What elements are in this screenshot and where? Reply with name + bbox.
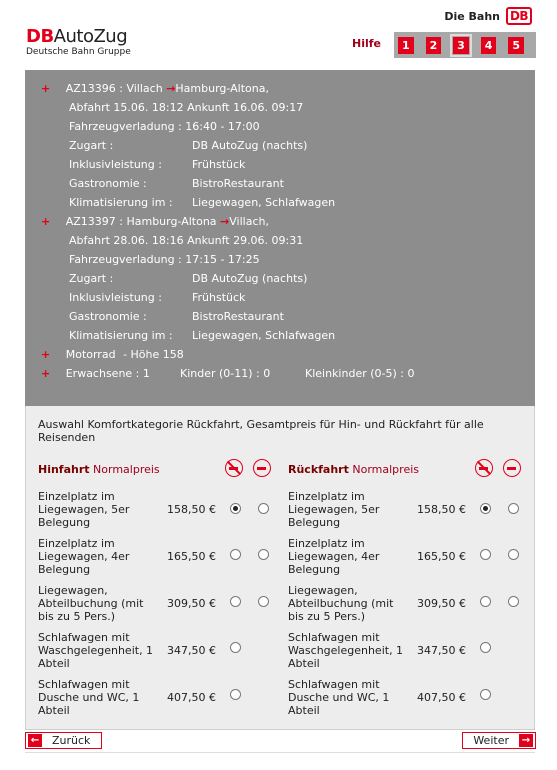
trip1-id: AZ13396 : Villach xyxy=(65,82,163,95)
return-option-price: 407,50 € xyxy=(417,691,466,704)
trip2-inklusiv-value: Frühstück xyxy=(192,291,246,304)
return-smoking-radio[interactable] xyxy=(508,596,519,607)
step-4: 4 xyxy=(481,37,497,54)
smoking-icon xyxy=(503,459,521,477)
smoking-icon xyxy=(253,459,271,477)
arrow-right-icon: → xyxy=(519,734,533,747)
trip2-times: Abfahrt 28.06. 18:16 Ankunft 29.06. 09:31 xyxy=(69,234,304,247)
return-title: Rückfahrt xyxy=(288,463,349,476)
trip2-klima-value: Liegewagen, Schlafwagen xyxy=(192,329,336,342)
trip2-zugart-value: DB AutoZug (nachts) xyxy=(192,272,308,285)
return-option-label: Liegewagen, Abteilbuchung (mit bis zu 5 Pers.) xyxy=(288,584,394,623)
trip2-dest: Villach, xyxy=(229,215,269,228)
brand-db: DB xyxy=(26,26,54,47)
autozug-logo xyxy=(26,28,131,57)
expand-plus-icon[interactable]: + xyxy=(41,367,51,380)
expand-plus-icon[interactable]: + xyxy=(41,82,51,95)
trip2-inklusiv-label: Inklusivleistung : xyxy=(69,291,162,304)
return-option-price: 165,50 € xyxy=(417,550,466,563)
outbound-nonsmoking-radio[interactable] xyxy=(230,503,241,514)
return-smoking-radio[interactable] xyxy=(508,503,519,514)
trip2-header xyxy=(41,215,269,228)
step-1: 1 xyxy=(398,37,414,54)
no-smoking-icon xyxy=(475,459,493,477)
brand-subtitle: Deutsche Bahn Gruppe xyxy=(26,47,131,57)
outbound-title: Hinfahrt xyxy=(38,463,90,476)
return-nonsmoking-radio[interactable] xyxy=(480,689,491,700)
outbound-option-price: 165,50 € xyxy=(167,550,216,563)
return-nonsmoking-radio[interactable] xyxy=(480,549,491,560)
trip1-loading: Fahrzeugverladung : 16:40 - 17:00 xyxy=(69,120,260,133)
step-indicator xyxy=(394,32,536,58)
no-smoking-icon xyxy=(225,459,243,477)
motorrad-label: Motorrad xyxy=(65,348,116,361)
return-option-price: 347,50 € xyxy=(417,644,466,657)
motorrad-row xyxy=(41,348,184,361)
brand-autozug: AutoZug xyxy=(53,26,128,47)
return-option-price: 158,50 € xyxy=(417,503,466,516)
return-fare: Normalpreis xyxy=(352,463,419,476)
trip1-times: Abfahrt 15.06. 18:12 Ankunft 16.06. 09:17 xyxy=(69,101,304,114)
step-3-active: 3 xyxy=(453,37,469,54)
outbound-option-price: 407,50 € xyxy=(167,691,216,704)
back-label: Zurück xyxy=(52,734,91,747)
trip1-inklusiv-label: Inklusivleistung : xyxy=(69,158,162,171)
trip1-zugart-label: Zugart : xyxy=(69,139,114,152)
trip1-gastro-label: Gastronomie : xyxy=(69,177,147,190)
outbound-option-label: Schlafwagen mit Dusche und WC, 1 Abteil xyxy=(38,678,140,717)
return-option-label: Einzelplatz im Liegewagen, 5er Belegung xyxy=(288,490,380,529)
die-bahn-link[interactable] xyxy=(444,7,532,25)
motorrad-height: - Höhe 158 xyxy=(123,348,184,361)
trip1-gastro-value: BistroRestaurant xyxy=(192,177,284,190)
footer-divider xyxy=(25,752,535,753)
outbound-option-price: 158,50 € xyxy=(167,503,216,516)
infants-count: Kleinkinder (0-5) : 0 xyxy=(305,367,415,380)
outbound-fare: Normalpreis xyxy=(93,463,160,476)
return-header xyxy=(288,463,419,476)
children-count: Kinder (0-11) : 0 xyxy=(180,367,271,380)
return-nonsmoking-radio[interactable] xyxy=(480,642,491,653)
expand-plus-icon[interactable]: + xyxy=(41,348,51,361)
outbound-option-label: Schlafwagen mit Waschgelegenheit, 1 Abteil xyxy=(38,631,154,670)
arrow-left-icon: ← xyxy=(28,734,42,747)
trip2-klima-label: Klimatisierung im : xyxy=(69,329,173,342)
trip1-inklusiv-value: Frühstück xyxy=(192,158,246,171)
arrow-right-icon: → xyxy=(166,82,176,95)
expand-plus-icon[interactable]: + xyxy=(41,215,51,228)
trip1-klima-label: Klimatisierung im : xyxy=(69,196,173,209)
outbound-header xyxy=(38,463,160,476)
die-bahn-text: Die Bahn xyxy=(444,9,500,23)
outbound-nonsmoking-radio[interactable] xyxy=(230,596,241,607)
step-2: 2 xyxy=(426,37,442,54)
return-option-label: Schlafwagen mit Waschgelegenheit, 1 Abteil xyxy=(288,631,404,670)
outbound-smoking-radio[interactable] xyxy=(258,549,269,560)
trip1-dest: Hamburg-Altona, xyxy=(175,82,269,95)
arrow-right-icon: → xyxy=(220,215,230,228)
trip2-loading: Fahrzeugverladung : 17:15 - 17:25 xyxy=(69,253,260,266)
outbound-option-label: Einzelplatz im Liegewagen, 4er Belegung xyxy=(38,537,130,576)
return-nonsmoking-radio[interactable] xyxy=(480,503,491,514)
return-option-label: Einzelplatz im Liegewagen, 4er Belegung xyxy=(288,537,380,576)
outbound-nonsmoking-radio[interactable] xyxy=(230,642,241,653)
outbound-smoking-radio[interactable] xyxy=(258,503,269,514)
outbound-option-label: Einzelplatz im Liegewagen, 5er Belegung xyxy=(38,490,130,529)
trip1-header xyxy=(41,82,269,95)
return-option-price: 309,50 € xyxy=(417,597,466,610)
outbound-nonsmoking-radio[interactable] xyxy=(230,549,241,560)
selection-intro: Auswahl Komfortkategorie Rückfahrt, Gesamtpreis für Hin- und Rückfahrt für alle Reisenden xyxy=(38,418,484,444)
help-link[interactable]: Hilfe xyxy=(352,37,381,50)
passengers-row xyxy=(41,367,150,380)
next-button[interactable] xyxy=(462,732,536,749)
trip2-id: AZ13397 : Hamburg-Altona xyxy=(65,215,217,228)
back-button[interactable] xyxy=(25,732,102,749)
return-option-label: Schlafwagen mit Dusche und WC, 1 Abteil xyxy=(288,678,390,717)
outbound-smoking-radio[interactable] xyxy=(258,596,269,607)
return-smoking-radio[interactable] xyxy=(508,549,519,560)
adults-count: Erwachsene : 1 xyxy=(65,367,150,380)
return-nonsmoking-radio[interactable] xyxy=(480,596,491,607)
outbound-nonsmoking-radio[interactable] xyxy=(230,689,241,700)
trip2-gastro-value: BistroRestaurant xyxy=(192,310,284,323)
trip1-zugart-value: DB AutoZug (nachts) xyxy=(192,139,308,152)
trip2-zugart-label: Zugart : xyxy=(69,272,114,285)
db-logo: DB xyxy=(506,7,532,25)
next-label: Weiter xyxy=(473,734,509,747)
outbound-option-price: 309,50 € xyxy=(167,597,216,610)
trip2-gastro-label: Gastronomie : xyxy=(69,310,147,323)
outbound-option-price: 347,50 € xyxy=(167,644,216,657)
outbound-option-label: Liegewagen, Abteilbuchung (mit bis zu 5 Pers.) xyxy=(38,584,144,623)
trip1-klima-value: Liegewagen, Schlafwagen xyxy=(192,196,336,209)
comfort-selection-panel xyxy=(25,406,535,730)
trip-summary-panel xyxy=(25,70,535,406)
step-5: 5 xyxy=(508,37,524,54)
